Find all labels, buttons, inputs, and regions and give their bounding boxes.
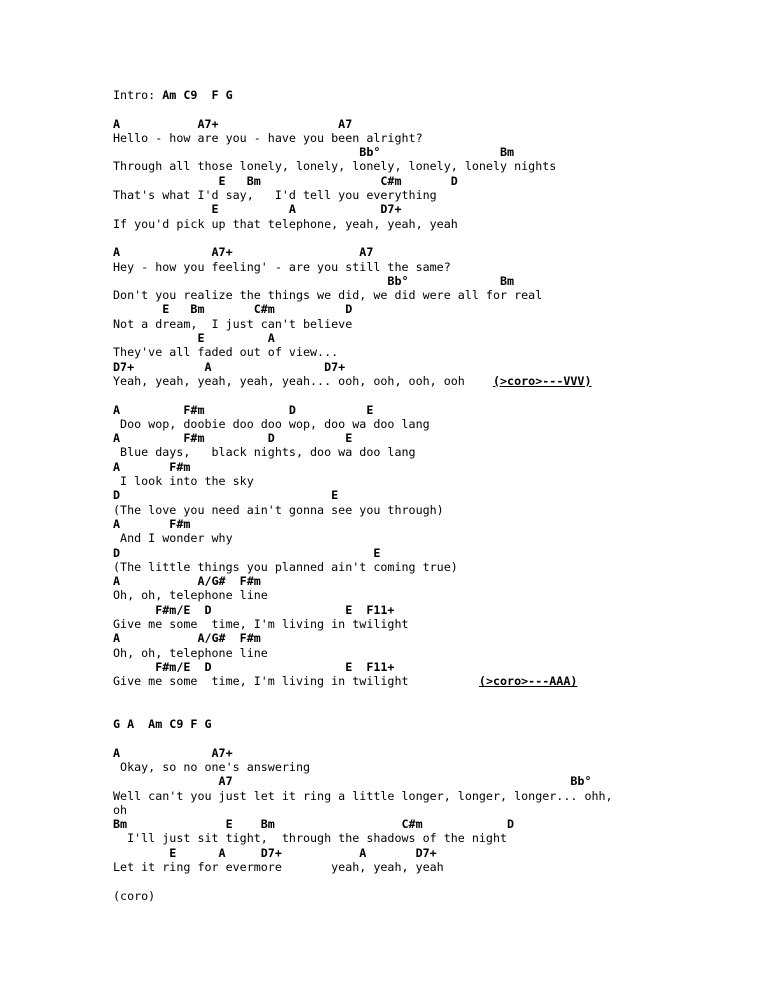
chord-line: A7 Bb° xyxy=(113,774,592,789)
mixed-line xyxy=(113,88,768,102)
lyric-line: Doo wop, doobie doo doo wop, doo wa doo lang xyxy=(113,416,430,431)
coro-marker: (>coro>---VVV) xyxy=(492,373,592,388)
lyric-line: Don't you realize the things we did, we did were all for real xyxy=(113,288,543,303)
chord-line: E A D7+ xyxy=(113,202,402,217)
chord-line: A F#m xyxy=(113,459,191,474)
lyric-line: That's what I'd say, I'd tell you everything xyxy=(113,188,437,203)
blank-line xyxy=(113,703,768,717)
chord-line: F#m/E D E F11+ xyxy=(113,602,395,617)
chord-line: E A xyxy=(113,331,275,346)
chord-line: A A/G# F#m xyxy=(113,631,261,646)
lyric-text: Intro: xyxy=(113,88,163,102)
chord-line: E A D7+ A D7+ xyxy=(113,845,437,860)
lyric-line: Oh, oh, telephone line xyxy=(113,645,268,660)
lyric-line: I look into the sky xyxy=(113,474,254,489)
blank-line xyxy=(113,874,768,888)
chord-line: D E xyxy=(113,488,339,503)
chord-line: A A7+ xyxy=(113,745,233,760)
lyric-line: Give me some time, I'm living in twilight xyxy=(113,616,409,631)
coro-marker: (>coro>---AAA) xyxy=(478,674,578,689)
lyric-line: They've all faded out of view... xyxy=(113,345,339,360)
chord-line: A A7+ A7 xyxy=(113,116,353,131)
lyric-line: I'll just sit tight, through the shadows of the night xyxy=(113,831,508,846)
blank-line xyxy=(113,388,768,402)
lyric-line: And I wonder why xyxy=(113,531,233,546)
lyric-line: (The love you need ain't gonna see you through) xyxy=(113,502,444,517)
blank-line xyxy=(113,731,768,745)
chord-line: Bb° Bm xyxy=(113,145,515,160)
chord-line: D7+ A D7+ xyxy=(113,359,346,374)
blank-line xyxy=(113,102,768,116)
chord-line: E Bm C#m D xyxy=(113,302,353,317)
chord-line: Bb° Bm xyxy=(113,273,515,288)
chord-line: E Bm C#m D xyxy=(113,173,458,188)
chord-line: F#m/E D E F11+ xyxy=(113,659,395,674)
lyric-line: Oh, oh, telephone line xyxy=(113,588,268,603)
lyric-line: (coro) xyxy=(113,888,156,903)
lyric-line: Through all those lonely, lonely, lonely, lonely, lonely nights xyxy=(113,159,557,174)
chord-line: A F#m D E xyxy=(113,431,353,446)
lyric-line: Not a dream, I just can't believe xyxy=(113,316,353,331)
lyric-line: Hello - how are you - have you been alright? xyxy=(113,130,423,145)
lyric-line: Hey - how you feeling' - are you still the same? xyxy=(113,259,451,274)
lyric-line: If you'd pick up that telephone, yeah, yeah, yeah xyxy=(113,216,458,231)
lyric-line: Let it ring for evermore yeah, yeah, yeah xyxy=(113,860,444,875)
lyric-line: Okay, so no one's answering xyxy=(113,759,311,774)
lyric-line: oh xyxy=(113,802,128,817)
chord-line: G A Am C9 F G xyxy=(113,717,212,732)
mixed-line xyxy=(113,374,768,388)
blank-line xyxy=(113,688,768,702)
mixed-line xyxy=(113,674,768,688)
lyric-text: Yeah, yeah, yeah, yeah, yeah... ooh, ooh, ooh, ooh xyxy=(113,373,493,388)
chord-text: Am C9 F G xyxy=(162,88,233,102)
chord-line: Bm E Bm C#m D xyxy=(113,817,515,832)
lyric-text: Give me some time, I'm living in twilight xyxy=(113,674,479,689)
lyric-line: Well can't you just let it ring a little longer, longer, longer... ohh, xyxy=(113,788,613,803)
blank-line xyxy=(113,231,768,245)
lyric-line: (The little things you planned ain't coming true) xyxy=(113,559,458,574)
lyric-line: Blue days, black nights, doo wa doo lang xyxy=(113,445,416,460)
chord-line: A A7+ A7 xyxy=(113,245,374,260)
chord-line: A F#m xyxy=(113,516,191,531)
chord-line: A A/G# F#m xyxy=(113,574,261,589)
chord-line: A F#m D E xyxy=(113,402,374,417)
chord-line: D E xyxy=(113,545,381,560)
